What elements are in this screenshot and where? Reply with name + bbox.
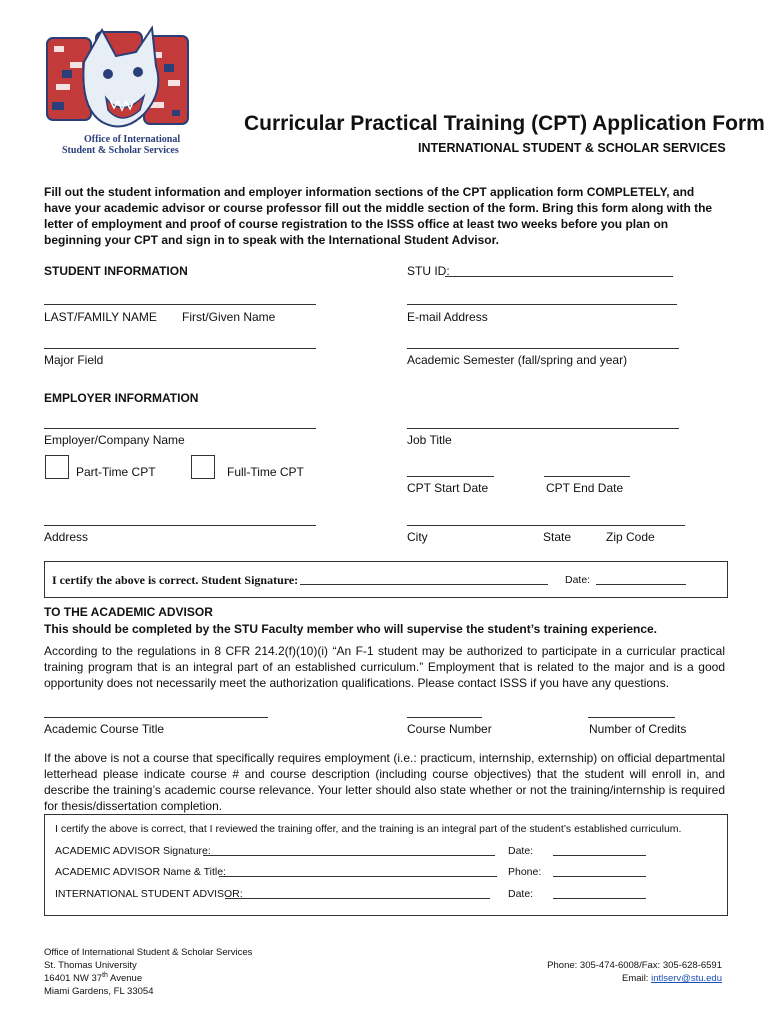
course-number-label: Course Number [407,722,492,736]
footer-contact [547,959,722,985]
full-time-checkbox[interactable] [191,455,215,479]
semester-label: Academic Semester (fall/spring and year) [407,353,628,367]
employer-info-heading: EMPLOYER INFORMATION [44,391,199,405]
zip-label: Zip Code [606,530,655,544]
start-date-field[interactable] [407,476,494,477]
footer-phone-fax: Phone: 305-474-6008/Fax: 305-628-6591 [547,960,722,971]
part-time-label: Part-Time CPT [76,465,156,479]
last-name-label: LAST/FAMILY NAME [44,310,157,324]
company-name-field[interactable] [44,428,316,429]
footer-address [44,946,252,998]
state-label: State [543,530,572,544]
major-label: Major Field [44,353,104,367]
intro-instructions: Fill out the student information and employer information sections of the CPT application form COMPLETELY, and have your academic advisor or course professor fill out the middle section of the form. Bring this form along with the letter of employment and proof of course registration to the ISSS office at least two weeks before you plan on beginning your CPT and sign in to speak with the International Student Advisor. [44,185,713,247]
footer-office: Office of International Student & Scholar Services [44,947,253,958]
stu-id-field[interactable] [445,276,673,277]
advisor-signature-date-field[interactable] [553,855,646,856]
start-date-label: CPT Start Date [407,481,489,495]
job-title-field[interactable] [407,428,679,429]
course-title-field[interactable] [44,717,268,718]
footer-email-link[interactable]: intlserv@stu.edu [651,973,722,984]
footer-email-row: Email: intlserv@stu.edu [622,973,722,984]
advisor-subheading: This should be completed by the STU Faculty member who will supervise the student’s training experience. [44,622,658,636]
advisor-instructions: If the above is not a course that specifically requires employment (i.e.: practicum, internship, externship) on official departmental letterhead please indicate course # and course description (including course objectives) that the student will enroll in, and describe the training’s academic course relevance. Your letter should also state whether or not the training/internship is required for thesis/dissertation completion. [44,751,725,813]
advisor-phone-label: Phone: [508,866,542,878]
office-name-line1: Office of International [84,134,181,145]
email-label: E-mail Address [407,310,488,324]
end-date-label: CPT End Date [546,481,624,495]
advisor-certify-box [44,814,728,916]
student-date-label: Date: [565,574,591,586]
city-state-zip-field[interactable] [407,525,685,526]
end-date-field[interactable] [544,476,630,477]
advisor-signature-label: ACADEMIC ADVISOR Signature: [55,845,211,857]
student-certify-text: I certify the above is correct. Student Signature: [52,573,299,587]
student-info-heading: STUDENT INFORMATION [44,264,188,278]
email-field[interactable] [407,304,677,305]
city-label: City [407,530,428,544]
footer-university: St. Thomas University [44,960,137,971]
isa-date-label: Date: [508,888,534,900]
advisor-certify-text: I certify the above is correct, that I reviewed the training offer, and the training is an integral part of the student’s established curriculum. [55,823,682,835]
page-subtitle: INTERNATIONAL STUDENT & SCHOLAR SERVICES [418,141,726,155]
isa-label: INTERNATIONAL STUDENT ADVISOR: [55,888,243,900]
credits-field[interactable] [588,717,675,718]
office-name-line2: Student & Scholar Services [62,145,179,156]
student-certify-box [44,561,728,598]
credits-label: Number of Credits [589,722,687,736]
advisor-name-title-label: ACADEMIC ADVISOR Name & Title: [55,866,226,878]
advisor-heading: TO THE ACADEMIC ADVISOR [44,605,213,619]
regulation-text: According to the regulations in 8 CFR 214.2(f)(10)(i) “An F-1 student may be authorized to participate in a curricular practical training program that is an integral part of an established curriculum.” Employment that is related to the major and is a good opportunity does not necessarily meet the authorization qualifications. Please contact ISSS if you have any questions. [44,644,725,690]
job-title-label: Job Title [407,433,452,447]
address-field[interactable] [44,525,316,526]
course-number-field[interactable] [407,717,482,718]
student-date-field[interactable] [596,584,686,585]
semester-field[interactable] [407,348,679,349]
student-signature-field[interactable] [300,584,548,585]
advisor-signature-date-label: Date: [508,845,534,857]
advisor-signature-field[interactable] [203,855,495,856]
isa-signature-field[interactable] [225,898,490,899]
course-title-label: Academic Course Title [44,722,165,736]
last-name-field[interactable] [44,304,316,305]
company-name-label: Employer/Company Name [44,433,185,447]
full-time-label: Full-Time CPT [227,465,304,479]
isa-date-field[interactable] [553,898,646,899]
stu-id-label: STU ID: [407,264,450,278]
address-label: Address [44,530,89,544]
advisor-phone-field[interactable] [553,876,646,877]
logo [44,22,194,157]
footer-street: 16401 NW 37th Avenue [44,971,143,984]
first-name-label: First/Given Name [182,310,276,324]
footer-city: Miami Gardens, FL 33054 [44,986,154,997]
advisor-name-title-field[interactable] [219,876,497,877]
stu-bobcat-logo-icon [44,22,194,137]
part-time-checkbox[interactable] [45,455,69,479]
major-field-input[interactable] [44,348,316,349]
page-title: Curricular Practical Training (CPT) Application Form [244,112,765,135]
